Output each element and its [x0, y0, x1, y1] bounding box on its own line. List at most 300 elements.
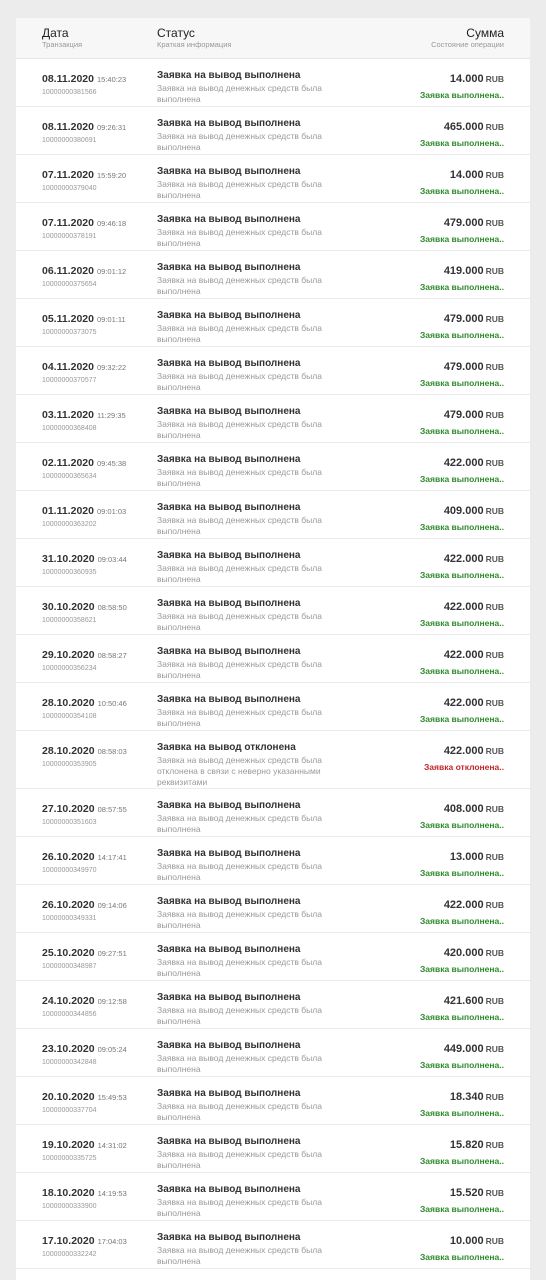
row-date: 07.11.2020 — [42, 169, 94, 181]
row-time: 09:01:12 — [96, 267, 127, 276]
table-row[interactable] — [16, 1029, 530, 1077]
currency-label: RUB — [485, 170, 504, 180]
column-status-subtitle: Краткая информация — [157, 40, 232, 49]
row-status-cell — [157, 1183, 337, 1219]
row-status-cell — [157, 549, 337, 585]
row-amount-cell — [420, 69, 504, 101]
row-status-cell — [157, 741, 337, 788]
row-date: 27.10.2020 — [42, 803, 95, 815]
status-description: Заявка на вывод денежных средств была выполнена — [157, 1005, 322, 1026]
status-title: Заявка на вывод выполнена — [157, 406, 301, 417]
row-date-cell — [42, 117, 126, 146]
amount-value: 14.000 — [449, 169, 484, 181]
currency-label: RUB — [485, 458, 504, 468]
row-status-cell — [157, 597, 337, 633]
status-title: Заявка на вывод выполнена — [157, 262, 301, 273]
amount-value: 419.000 — [443, 265, 484, 277]
operation-state: Заявка выполнена.. — [419, 378, 504, 388]
status-description: Заявка на вывод денежных средств была выполнена — [157, 861, 322, 882]
column-amount-subtitle: Состояние операции — [431, 40, 504, 49]
status-description: Заявка на вывод денежных средств была выполнена — [157, 563, 322, 584]
row-date: 17.10.2020 — [42, 1235, 95, 1247]
row-date: 25.10.2020 — [42, 947, 95, 959]
transaction-id: 10000000381566 — [42, 89, 97, 96]
operation-state: Заявка выполнена.. — [419, 522, 504, 532]
status-title: Заявка на вывод выполнена — [157, 1184, 301, 1195]
status-description: Заявка на вывод денежных средств была выполнена — [157, 323, 322, 344]
row-time: 15:40:23 — [96, 75, 127, 84]
row-date: 28.10.2020 — [42, 697, 95, 709]
row-date: 08.11.2020 — [42, 121, 94, 133]
status-description: Заявка на вывод денежных средств была выполнена — [157, 179, 322, 200]
operation-state: Заявка выполнена.. — [419, 820, 504, 830]
row-date-cell — [42, 991, 127, 1020]
currency-label: RUB — [485, 1188, 504, 1198]
amount-value: 422.000 — [443, 601, 484, 613]
operation-state: Заявка выполнена.. — [419, 868, 504, 878]
operation-state: Заявка выполнена.. — [419, 474, 504, 484]
status-description: Заявка на вывод денежных средств была выполнена — [157, 813, 322, 834]
row-status-cell — [157, 165, 337, 201]
row-date-cell — [42, 895, 127, 924]
table-row[interactable] — [16, 299, 530, 347]
operation-state: Заявка выполнена.. — [419, 618, 504, 628]
status-title: Заявка на вывод отклонена — [157, 742, 296, 753]
status-title: Заявка на вывод выполнена — [157, 70, 301, 81]
status-description: Заявка на вывод денежных средств была выполнена — [157, 611, 322, 632]
amount-value: 479.000 — [443, 409, 484, 421]
table-row[interactable] — [16, 1173, 530, 1221]
transaction-id: 10000000365634 — [42, 473, 97, 480]
status-title: Заявка на вывод выполнена — [157, 214, 301, 225]
transaction-id: 10000000335725 — [42, 1155, 97, 1162]
row-amount-cell — [420, 645, 504, 677]
operation-state: Заявка выполнена.. — [419, 1012, 504, 1022]
status-title: Заявка на вывод выполнена — [157, 944, 301, 955]
row-time: 09:01:11 — [96, 315, 126, 324]
status-description: Заявка на вывод денежных средств была выполнена — [157, 909, 322, 930]
row-amount-cell — [420, 1039, 504, 1071]
status-description: Заявка на вывод денежных средств была выполнена — [157, 371, 322, 392]
table-row[interactable] — [16, 491, 530, 539]
row-status-cell — [157, 357, 337, 393]
table-row[interactable] — [16, 443, 530, 491]
row-date: 08.11.2020 — [42, 73, 94, 85]
amount-value: 13.000 — [449, 851, 484, 863]
row-date: 18.10.2020 — [42, 1187, 95, 1199]
amount-value: 14.000 — [449, 73, 484, 85]
table-row[interactable] — [16, 981, 530, 1029]
currency-label: RUB — [485, 602, 504, 612]
operation-state: Заявка выполнена.. — [419, 1156, 504, 1166]
row-status-cell — [157, 799, 337, 835]
status-description: Заявка на вывод денежных средств была выполнена — [157, 1101, 322, 1122]
row-time: 08:58:27 — [97, 651, 127, 660]
transaction-id: 10000000356234 — [42, 665, 97, 672]
transaction-id: 10000000360935 — [42, 569, 97, 576]
row-time: 08:58:50 — [97, 603, 127, 612]
operation-state: Заявка отклонена.. — [423, 762, 504, 772]
row-amount-cell — [420, 693, 504, 725]
table-row[interactable] — [16, 885, 530, 933]
row-time: 15:59:20 — [96, 171, 127, 180]
column-amount[interactable] — [431, 27, 504, 50]
currency-label: RUB — [485, 266, 504, 276]
row-time: 09:26:31 — [96, 123, 127, 132]
status-description: Заявка на вывод денежных средств была выполнена — [157, 419, 322, 440]
amount-value: 422.000 — [443, 649, 484, 661]
row-amount-cell — [424, 741, 504, 773]
row-date: 01.11.2020 — [42, 505, 94, 517]
table-row[interactable] — [16, 1077, 530, 1125]
transaction-id: 10000000337704 — [42, 1107, 97, 1114]
row-date-cell — [42, 1135, 127, 1164]
operation-state: Заявка выполнена.. — [419, 330, 504, 340]
amount-value: 18.340 — [449, 1091, 484, 1103]
row-status-cell — [157, 1135, 337, 1171]
operation-state: Заявка выполнена.. — [419, 138, 504, 148]
row-amount-cell — [420, 1183, 504, 1215]
status-description: Заявка на вывод денежных средств была выполнена — [157, 83, 322, 104]
status-title: Заявка на вывод выполнена — [157, 800, 301, 811]
currency-label: RUB — [485, 314, 504, 324]
amount-value: 449.000 — [443, 1043, 484, 1055]
row-time: 11:29:35 — [96, 411, 126, 420]
status-description: Заявка на вывод денежных средств была выполнена — [157, 1053, 322, 1074]
transaction-id: 10000000342848 — [42, 1059, 97, 1066]
row-date-cell — [42, 693, 127, 722]
amount-value: 421.600 — [443, 995, 484, 1007]
transaction-id: 10000000344856 — [42, 1011, 97, 1018]
row-date-cell — [42, 453, 126, 482]
status-description: Заявка на вывод денежных средств была выполнена — [157, 1149, 322, 1170]
operation-state: Заявка выполнена.. — [419, 916, 504, 926]
transaction-id: 10000000351603 — [42, 819, 97, 826]
status-title: Заявка на вывод выполнена — [157, 502, 301, 513]
currency-label: RUB — [485, 506, 504, 516]
table-row[interactable] — [16, 59, 530, 107]
table-row[interactable] — [16, 587, 530, 635]
row-amount-cell — [420, 405, 504, 437]
status-title: Заявка на вывод выполнена — [157, 454, 301, 465]
transaction-id: 10000000373075 — [42, 329, 97, 336]
amount-value: 422.000 — [443, 745, 484, 757]
row-amount-cell — [420, 597, 504, 629]
row-amount-cell — [420, 1087, 504, 1119]
row-date: 29.10.2020 — [42, 649, 95, 661]
currency-label: RUB — [485, 650, 504, 660]
transaction-id: 10000000379040 — [42, 185, 97, 192]
status-description: Заявка на вывод денежных средств была выполнена — [157, 707, 322, 728]
status-description: Заявка на вывод денежных средств была выполнена — [157, 1245, 322, 1266]
row-amount-cell — [420, 549, 504, 581]
currency-label: RUB — [485, 1140, 504, 1150]
table-row[interactable] — [16, 1221, 530, 1269]
row-date-cell — [42, 943, 127, 972]
row-amount-cell — [420, 453, 504, 485]
table-row[interactable] — [16, 395, 530, 443]
operation-state: Заявка выполнена.. — [419, 90, 504, 100]
transaction-id: 10000000358621 — [42, 617, 97, 624]
status-description: Заявка на вывод денежных средств была выполнена — [157, 957, 322, 978]
operation-state: Заявка выполнена.. — [419, 282, 504, 292]
operation-state: Заявка выполнена.. — [419, 1108, 504, 1118]
row-amount-cell — [420, 213, 504, 245]
row-amount-cell — [420, 847, 504, 879]
row-date-cell — [42, 597, 127, 626]
row-amount-cell — [420, 1231, 504, 1263]
status-description: Заявка на вывод денежных средств была выполнена — [157, 659, 322, 680]
transaction-id: 10000000354108 — [42, 713, 97, 720]
row-date-cell — [42, 1039, 127, 1068]
transaction-id: 10000000332242 — [42, 1251, 97, 1258]
row-date: 02.11.2020 — [42, 457, 94, 469]
row-date-cell — [42, 69, 126, 98]
row-date: 26.10.2020 — [42, 899, 95, 911]
row-date-cell — [42, 1183, 127, 1212]
row-status-cell — [157, 693, 337, 729]
operation-state: Заявка выполнена.. — [419, 714, 504, 724]
transaction-id: 10000000370577 — [42, 377, 97, 384]
currency-label: RUB — [485, 698, 504, 708]
amount-value: 15.520 — [449, 1187, 484, 1199]
status-description: Заявка на вывод денежных средств была выполнена — [157, 515, 322, 536]
status-title: Заявка на вывод выполнена — [157, 598, 301, 609]
table-row[interactable] — [16, 683, 530, 731]
row-time: 10:50:46 — [97, 699, 127, 708]
amount-value: 465.000 — [443, 121, 484, 133]
status-title: Заявка на вывод выполнена — [157, 694, 301, 705]
row-time: 08:57:55 — [97, 805, 127, 814]
row-time: 15:49:53 — [97, 1093, 127, 1102]
row-date-cell — [42, 405, 126, 434]
row-time: 09:46:18 — [96, 219, 127, 228]
status-title: Заявка на вывод выполнена — [157, 1232, 301, 1243]
row-status-cell — [157, 991, 337, 1027]
table-row[interactable] — [16, 347, 530, 395]
transaction-id: 10000000375654 — [42, 281, 97, 288]
row-amount-cell — [420, 799, 504, 831]
row-status-cell — [157, 69, 337, 105]
row-status-cell — [157, 213, 337, 249]
table-row[interactable] — [16, 731, 530, 789]
status-title: Заявка на вывод выполнена — [157, 310, 301, 321]
status-description: Заявка на вывод денежных средств была выполнена — [157, 275, 322, 296]
row-time: 09:03:44 — [97, 555, 127, 564]
row-status-cell — [157, 453, 337, 489]
transaction-id: 10000000380691 — [42, 137, 97, 144]
status-title: Заявка на вывод выполнена — [157, 1136, 301, 1147]
currency-label: RUB — [485, 746, 504, 756]
row-status-cell — [157, 405, 337, 441]
row-date: 30.10.2020 — [42, 601, 95, 613]
column-status[interactable] — [157, 27, 231, 50]
transaction-id: 10000000378191 — [42, 233, 97, 240]
row-date-cell — [42, 799, 127, 828]
table-row[interactable] — [16, 837, 530, 885]
amount-value: 479.000 — [443, 217, 484, 229]
row-status-cell — [157, 261, 337, 297]
table-row[interactable] — [16, 107, 530, 155]
row-date-cell — [42, 1087, 127, 1116]
status-title: Заявка на вывод выполнена — [157, 848, 301, 859]
row-date: 28.10.2020 — [42, 745, 95, 757]
row-time: 09:05:24 — [97, 1045, 127, 1054]
transaction-id: 10000000349331 — [42, 915, 97, 922]
column-date[interactable] — [42, 27, 82, 50]
operation-state: Заявка выполнена.. — [419, 1252, 504, 1262]
row-date: 23.10.2020 — [42, 1043, 95, 1055]
operation-state: Заявка выполнена.. — [419, 1204, 504, 1214]
amount-value: 15.820 — [449, 1139, 484, 1151]
row-status-cell — [157, 645, 337, 681]
table-row[interactable] — [16, 155, 530, 203]
currency-label: RUB — [485, 218, 504, 228]
row-date-cell — [42, 165, 126, 194]
currency-label: RUB — [485, 122, 504, 132]
row-time: 09:45:38 — [96, 459, 127, 468]
operation-state: Заявка выполнена.. — [419, 426, 504, 436]
column-date-subtitle: Транзакция — [42, 40, 83, 49]
row-amount-cell — [420, 501, 504, 533]
amount-value: 422.000 — [443, 457, 484, 469]
row-amount-cell — [420, 991, 504, 1023]
row-date-cell — [42, 357, 126, 386]
row-time: 14:17:41 — [97, 853, 127, 862]
currency-label: RUB — [485, 1092, 504, 1102]
amount-value: 479.000 — [443, 361, 484, 373]
currency-label: RUB — [485, 1236, 504, 1246]
row-time: 09:32:22 — [96, 363, 127, 372]
row-date: 26.10.2020 — [42, 851, 95, 863]
table-row[interactable] — [16, 1125, 530, 1173]
currency-label: RUB — [485, 1044, 504, 1054]
status-title: Заявка на вывод выполнена — [157, 166, 301, 177]
status-description: Заявка на вывод денежных средств была выполнена — [157, 131, 322, 152]
row-time: 17:04:03 — [97, 1237, 127, 1246]
row-status-cell — [157, 309, 337, 345]
currency-label: RUB — [485, 74, 504, 84]
table-row[interactable] — [16, 251, 530, 299]
currency-label: RUB — [485, 362, 504, 372]
row-time: 09:14:06 — [97, 901, 127, 910]
row-amount-cell — [420, 943, 504, 975]
amount-value: 408.000 — [443, 803, 484, 815]
row-status-cell — [157, 1087, 337, 1123]
row-time: 14:31:02 — [97, 1141, 127, 1150]
currency-label: RUB — [485, 804, 504, 814]
column-date-title: Дата — [42, 26, 69, 40]
row-date-cell — [42, 261, 126, 290]
row-date: 05.11.2020 — [42, 313, 94, 325]
amount-value: 422.000 — [443, 899, 484, 911]
row-date: 07.11.2020 — [42, 217, 94, 229]
operation-state: Заявка выполнена.. — [419, 1060, 504, 1070]
row-date: 31.10.2020 — [42, 553, 95, 565]
row-status-cell — [157, 847, 337, 883]
transaction-id: 10000000348987 — [42, 963, 97, 970]
operation-state: Заявка выполнена.. — [419, 186, 504, 196]
row-date-cell — [42, 645, 127, 674]
row-amount-cell — [420, 165, 504, 197]
column-amount-title: Сумма — [466, 26, 504, 40]
status-description: Заявка на вывод денежных средств была выполнена — [157, 1197, 322, 1218]
row-date-cell — [42, 549, 127, 578]
amount-value: 420.000 — [443, 947, 484, 959]
status-title: Заявка на вывод выполнена — [157, 1088, 301, 1099]
amount-value: 422.000 — [443, 553, 484, 565]
row-date: 19.10.2020 — [42, 1139, 95, 1151]
row-date-cell — [42, 847, 127, 876]
row-amount-cell — [420, 895, 504, 927]
row-time: 09:01:03 — [96, 507, 127, 516]
row-time: 09:12:58 — [97, 997, 127, 1006]
row-amount-cell — [420, 1135, 504, 1167]
status-title: Заявка на вывод выполнена — [157, 1040, 301, 1051]
row-amount-cell — [420, 309, 504, 341]
row-amount-cell — [420, 117, 504, 149]
row-date-cell — [42, 213, 126, 242]
status-description: Заявка на вывод денежных средств была отклонена в связи с неверно указанными реквизитами — [157, 755, 322, 787]
amount-value: 479.000 — [443, 313, 484, 325]
table-row[interactable] — [16, 203, 530, 251]
currency-label: RUB — [485, 554, 504, 564]
row-time: 14:19:53 — [97, 1189, 127, 1198]
row-status-cell — [157, 1231, 337, 1267]
currency-label: RUB — [485, 996, 504, 1006]
row-amount-cell — [420, 261, 504, 293]
table-header — [16, 18, 530, 59]
row-date-cell — [42, 309, 126, 338]
status-description: Заявка на вывод денежных средств была выполнена — [157, 227, 322, 248]
status-title: Заявка на вывод выполнена — [157, 992, 301, 1003]
table-row[interactable] — [16, 539, 530, 587]
row-status-cell — [157, 1039, 337, 1075]
column-status-title: Статус — [157, 26, 195, 40]
transaction-id: 10000000333900 — [42, 1203, 97, 1210]
currency-label: RUB — [485, 852, 504, 862]
row-time: 09:27:51 — [97, 949, 127, 958]
row-amount-cell — [420, 357, 504, 389]
transaction-id: 10000000368408 — [42, 425, 97, 432]
amount-value: 422.000 — [443, 697, 484, 709]
row-date-cell — [42, 501, 126, 530]
amount-value: 409.000 — [443, 505, 484, 517]
operation-state: Заявка выполнена.. — [419, 234, 504, 244]
table-row[interactable] — [16, 635, 530, 683]
row-status-cell — [157, 117, 337, 153]
operation-state: Заявка выполнена.. — [419, 666, 504, 676]
row-date: 24.10.2020 — [42, 995, 95, 1007]
row-date-cell — [42, 1231, 127, 1260]
operation-state: Заявка выполнена.. — [419, 570, 504, 580]
transactions-panel — [16, 18, 530, 1280]
row-date: 03.11.2020 — [42, 409, 94, 421]
status-title: Заявка на вывод выполнена — [157, 118, 301, 129]
row-time: 08:58:03 — [97, 747, 127, 756]
row-status-cell — [157, 895, 337, 931]
row-date-cell — [42, 741, 127, 770]
currency-label: RUB — [485, 948, 504, 958]
row-date: 20.10.2020 — [42, 1091, 95, 1103]
row-date: 04.11.2020 — [42, 361, 94, 373]
table-row[interactable] — [16, 789, 530, 837]
table-row[interactable] — [16, 933, 530, 981]
status-title: Заявка на вывод выполнена — [157, 358, 301, 369]
transaction-id: 10000000349970 — [42, 867, 97, 874]
transaction-id: 10000000353905 — [42, 761, 97, 768]
status-title: Заявка на вывод выполнена — [157, 646, 301, 657]
